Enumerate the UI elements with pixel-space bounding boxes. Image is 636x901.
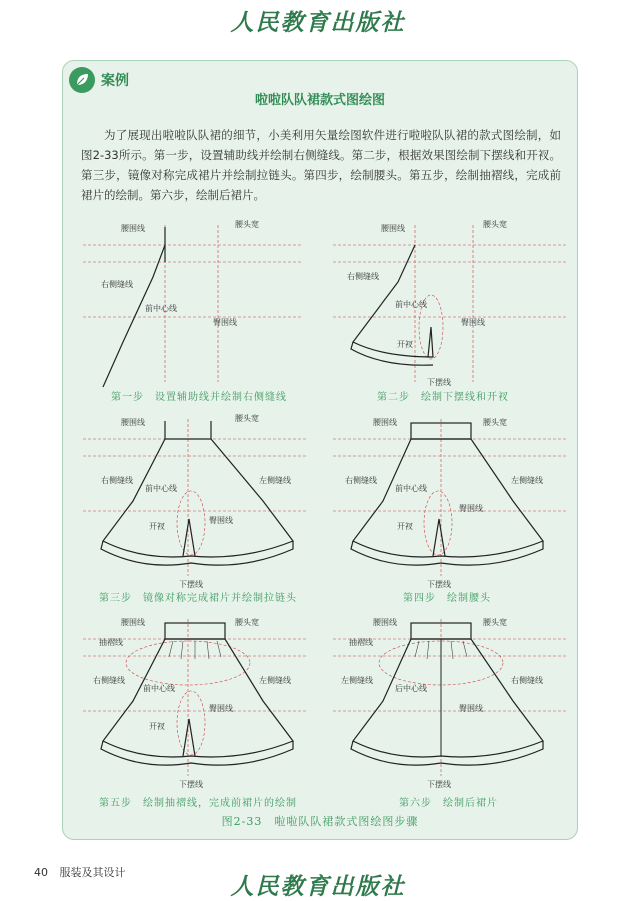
case-box (62, 60, 578, 840)
label: 开衩 (149, 722, 165, 731)
figure-caption: 图2-33 啦啦队队裙款式图绘图步骤 (221, 815, 419, 828)
label: 前中心线 (145, 304, 177, 313)
label: 开衩 (397, 522, 413, 531)
label: 前中心线 (143, 684, 175, 693)
label: 开衩 (397, 340, 413, 349)
label: 抽褶线 (349, 638, 373, 647)
step5-diagram (63, 611, 313, 791)
label: 左侧缝线 (259, 476, 291, 485)
label: 下摆线 (179, 780, 203, 789)
label: 前中心线 (145, 484, 177, 493)
label: 腰头宽 (483, 220, 507, 229)
step3-diagram (63, 411, 313, 591)
step4-diagram (323, 411, 573, 591)
label: 前中心线 (395, 300, 427, 309)
step2-caption: 第二步 绘制下摆线和开衩 (377, 392, 509, 403)
page-number: 40 (34, 866, 48, 879)
label: 开衩 (149, 522, 165, 531)
step2-diagram (323, 217, 573, 392)
step3-caption: 第三步 镜像对称完成裙片并绘制拉链头 (99, 593, 297, 604)
label: 臀围线 (459, 704, 483, 713)
step6-diagram (323, 611, 573, 791)
publisher-logo-bottom: 人民教育出版社 (230, 873, 406, 900)
label: 腰围线 (121, 224, 145, 233)
label: 腰头宽 (235, 414, 259, 423)
case-paragraph: 为了展现出啦啦队队裙的细节，小美利用矢量绘图软件进行啦啦队队裙的款式图绘制，如图2-33所示。第一步，设置辅助线并绘制右侧缝线。第二步，根据效果图绘制下摆线和开衩。第三步，镜像对称完成裙片并绘制拉链头。第四步，绘制腰头。第五步，绘制抽褶线，完成前裙片的绘制。第六步，绘制后裙片。 (81, 128, 561, 202)
label: 右侧缝线 (101, 476, 133, 485)
label: 腰围线 (381, 224, 405, 233)
step1-caption: 第一步 设置辅助线并绘制右侧缝线 (111, 392, 287, 403)
label: 腰围线 (373, 618, 397, 627)
case-title: 啦啦队队裙款式图绘图 (254, 93, 385, 108)
label: 臀围线 (459, 504, 483, 513)
label: 腰围线 (121, 418, 145, 427)
label: 右侧缝线 (347, 272, 379, 281)
label: 臀围线 (461, 318, 485, 327)
label: 腰头宽 (483, 618, 507, 627)
publisher-logo-top: 人民教育出版社 (230, 9, 406, 36)
book-title: 服装及其设计 (59, 866, 126, 879)
step5-caption: 第五步 绘制抽褶线，完成前裙片的绘制 (99, 798, 297, 809)
label: 下摆线 (427, 378, 451, 387)
step4-caption: 第四步 绘制腰头 (403, 593, 491, 604)
label: 后中心线 (395, 684, 427, 693)
label: 右侧缝线 (93, 676, 125, 685)
label: 前中心线 (395, 484, 427, 493)
step1-diagram (63, 217, 313, 392)
label: 腰围线 (373, 418, 397, 427)
label: 下摆线 (427, 580, 451, 589)
label: 左侧缝线 (511, 476, 543, 485)
label: 下摆线 (427, 780, 451, 789)
label: 右侧缝线 (511, 676, 543, 685)
case-label: 案例 (101, 73, 129, 89)
label: 右侧缝线 (345, 476, 377, 485)
label: 腰头宽 (483, 418, 507, 427)
label: 腰头宽 (235, 618, 259, 627)
label: 臀围线 (213, 318, 237, 327)
label: 腰围线 (121, 618, 145, 627)
label: 臀围线 (209, 516, 233, 525)
label: 左侧缝线 (341, 676, 373, 685)
label: 下摆线 (179, 580, 203, 589)
label: 左侧缝线 (259, 676, 291, 685)
label: 抽褶线 (99, 638, 123, 647)
label: 臀围线 (209, 704, 233, 713)
label: 右侧缝线 (101, 280, 133, 289)
label: 腰头宽 (235, 220, 259, 229)
step6-caption: 第六步 绘制后裙片 (399, 798, 498, 809)
